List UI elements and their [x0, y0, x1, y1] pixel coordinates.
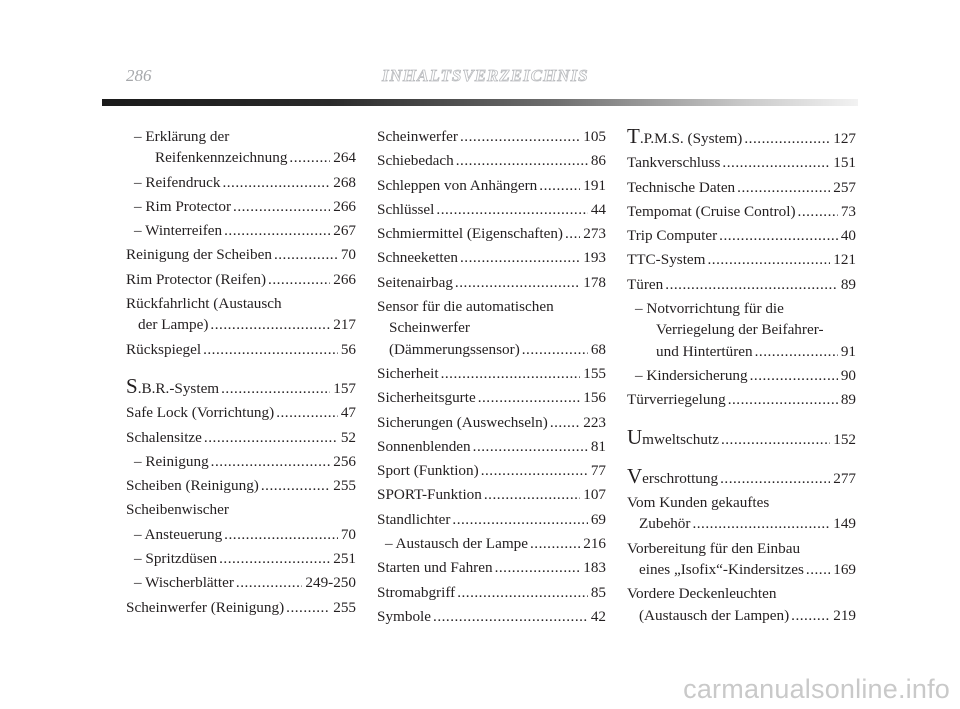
index-page-ref: 216	[583, 535, 606, 553]
index-page-ref: 178	[583, 273, 606, 291]
index-entry-text: Verriegelung der Beifahrer-	[656, 321, 824, 339]
index-entry-text: Rim Protector (Reifen)	[126, 270, 267, 288]
index-entry-text: Scheinwerfer	[377, 128, 458, 145]
dot-leader	[233, 196, 330, 217]
index-entry-text: Sicherheit	[377, 364, 439, 382]
dot-leader	[522, 339, 588, 360]
index-entry-text: Symbole	[377, 607, 432, 625]
index-entry-text: – Kindersicherung	[635, 366, 748, 384]
index-entry-text: Safe Lock (Vorrichtung)	[126, 404, 275, 422]
index-entry	[126, 475, 356, 496]
index-entry-text: Standlichter	[377, 510, 451, 528]
index-entry	[627, 249, 856, 270]
index-page-ref: 68	[590, 340, 606, 358]
index-entry	[126, 427, 356, 448]
dot-leader	[720, 468, 830, 489]
dot-leader	[268, 269, 330, 290]
index-page-ref: 151	[833, 154, 856, 172]
index-entry	[126, 126, 356, 169]
index-page-ref: 70	[340, 246, 356, 264]
index-entry-text: Sport (Funktion)	[377, 462, 479, 480]
dot-leader	[456, 150, 588, 171]
index-entry-text: Umweltschutz	[627, 424, 719, 449]
index-entry-text: Rückfahrlicht (Austausch	[126, 295, 282, 313]
dot-leader	[441, 363, 581, 384]
index-entry-text: TTC-System	[627, 251, 706, 269]
index-entry-text: Trip Computer	[627, 227, 718, 245]
dot-leader	[222, 172, 330, 193]
index-entry-text: Sicherheitsgurte	[377, 389, 476, 407]
index-page-ref: 255	[333, 598, 356, 616]
dot-leader	[436, 199, 587, 220]
index-entry-text: Sensor für die automatischen	[377, 298, 554, 316]
index-page-ref: 40	[840, 227, 856, 245]
index-entry-text: der Lampe)	[138, 316, 209, 334]
index-entry	[126, 451, 356, 472]
index-page-ref: 89	[840, 391, 856, 409]
dot-leader	[728, 389, 838, 410]
dot-leader	[274, 244, 338, 265]
index-page-ref: 85	[590, 583, 606, 601]
index-entry-text: – Reinigung	[134, 452, 209, 470]
index-page-ref: 127	[833, 130, 856, 147]
index-entry-text: Scheibenwischer	[126, 501, 229, 519]
dot-leader	[721, 429, 830, 450]
index-entry	[377, 247, 606, 268]
index-page-ref: 69	[590, 510, 606, 528]
index-entry-text: Reifenkennzeichnung	[155, 149, 288, 167]
index-column-1	[126, 126, 356, 621]
dot-leader	[261, 475, 330, 496]
index-entry-text: Vordere Deckenleuchten	[627, 585, 777, 603]
index-entry	[377, 272, 606, 293]
index-entry-text: Seitenairbag	[377, 273, 453, 291]
index-entry-text: – Austausch der Lampe	[385, 535, 528, 553]
index-entry-text: – Wischerblätter	[134, 574, 234, 592]
index-entry-text: – Rim Protector	[134, 197, 232, 215]
index-page-ref: 277	[833, 469, 856, 487]
dot-leader	[286, 597, 330, 618]
dot-leader	[737, 177, 830, 198]
index-page-ref: 193	[583, 249, 606, 267]
index-entry	[126, 269, 356, 290]
dot-leader	[806, 559, 830, 580]
index-entry-text: Sicherungen (Auswechseln)	[377, 413, 548, 431]
index-page-ref: 70	[340, 525, 356, 543]
index-entry-text: – Erklärung der	[134, 128, 230, 145]
index-entry	[377, 150, 606, 171]
index-entry-text: Schalensitze	[126, 428, 202, 446]
dot-leader	[791, 605, 830, 626]
index-page-ref: 91	[840, 342, 856, 360]
index-entry-text: Schneeketten	[377, 249, 458, 267]
index-entry	[377, 412, 606, 433]
index-page-ref: 256	[333, 452, 356, 470]
dot-leader	[276, 402, 338, 423]
index-entry	[377, 363, 606, 384]
index-entry	[627, 424, 856, 450]
index-entry	[126, 339, 356, 360]
page-header-title: INHALTSVERZEICHNIS	[382, 66, 589, 85]
index-entry-text: Tempomat (Cruise Control)	[627, 202, 796, 220]
dot-leader	[722, 152, 830, 173]
index-entry-text: Vom Kunden gekauftes	[627, 494, 770, 512]
index-entry-text: Schleppen von Anhängern	[377, 176, 538, 194]
dot-leader	[755, 341, 838, 362]
dot-leader	[460, 247, 580, 268]
index-entry-text: SPORT-Funktion	[377, 486, 482, 504]
index-entry-text: T.P.M.S. (System)	[627, 124, 743, 148]
index-entry	[627, 583, 856, 626]
index-page-ref: 191	[583, 176, 606, 194]
index-page-ref: 219	[833, 606, 856, 624]
dot-leader	[798, 201, 838, 222]
index-entry	[377, 460, 606, 481]
index-page-ref: 257	[833, 178, 856, 196]
index-entry	[627, 225, 856, 246]
index-entry-text: Schlüssel	[377, 200, 435, 218]
index-page-ref: 42	[590, 607, 606, 625]
dot-leader	[719, 225, 838, 246]
index-entry-text: – Winterreifen	[134, 222, 223, 240]
index-entry	[126, 373, 356, 399]
index-entry	[126, 499, 356, 520]
index-entry	[377, 509, 606, 530]
dot-leader	[289, 147, 330, 168]
index-entry	[377, 175, 606, 196]
dot-leader	[750, 365, 838, 386]
index-entry	[126, 402, 356, 423]
index-page-ref: 44	[590, 200, 606, 218]
dot-leader	[433, 606, 588, 627]
index-page-ref: 155	[583, 364, 606, 382]
index-entry	[377, 126, 606, 147]
index-page-ref: 268	[333, 173, 356, 191]
index-entry-text: Türverriegelung	[627, 391, 726, 409]
index-entry-text: Vorbereitung für den Einbau	[627, 539, 801, 557]
index-entry	[126, 548, 356, 569]
index-page-ref: 152	[833, 430, 856, 448]
dot-leader	[224, 220, 330, 241]
index-entry	[627, 365, 856, 386]
index-page-ref: 149	[833, 515, 856, 533]
index-entry-text: Verschrottung	[627, 463, 719, 488]
dot-leader	[204, 427, 338, 448]
index-entry-text: – Ansteuerung	[134, 525, 223, 543]
index-entry	[627, 298, 856, 362]
index-entry	[126, 220, 356, 241]
index-page-ref: 223	[583, 413, 606, 431]
index-entry-text: S.B.R.-System	[126, 373, 220, 398]
index-page-ref: 251	[333, 550, 356, 568]
index-entry-text: (Dämmerungssensor)	[389, 340, 520, 358]
dot-leader	[478, 387, 581, 408]
dot-leader	[473, 436, 588, 457]
index-entry-text: Reinigung der Scheiben	[126, 246, 272, 264]
index-page-ref: 90	[840, 366, 856, 384]
dot-leader	[203, 339, 338, 360]
index-page-ref: 107	[583, 486, 606, 504]
index-entry-text: Zubehör	[639, 515, 691, 533]
index-entry-text: Scheinwerfer (Reinigung)	[126, 598, 285, 616]
index-page-ref: 73	[840, 202, 856, 220]
index-entry-text: Sonnenblenden	[377, 437, 471, 455]
index-page-ref: 156	[583, 389, 606, 407]
index-entry-text: und Hintertüren	[656, 342, 753, 360]
index-entry	[126, 244, 356, 265]
index-entry	[377, 436, 606, 457]
index-entry	[377, 296, 606, 360]
index-page-ref: 86	[590, 152, 606, 170]
index-page-ref: 183	[583, 559, 606, 577]
index-column-3	[627, 126, 856, 629]
dot-leader	[452, 509, 587, 530]
index-page-ref: 56	[340, 340, 356, 358]
index-entry	[126, 293, 356, 336]
dot-leader	[550, 412, 580, 433]
index-entry	[377, 533, 606, 554]
page-number: 286	[126, 66, 152, 85]
dot-leader	[457, 582, 588, 603]
index-entry	[627, 177, 856, 198]
dot-leader	[481, 460, 588, 481]
index-entry-text: (Austausch der Lampen)	[639, 606, 790, 624]
dot-leader	[530, 533, 580, 554]
index-page-ref: 267	[333, 222, 356, 240]
index-entry-text: Rückspiegel	[126, 340, 202, 358]
watermark: carmanualsonline.info	[683, 674, 950, 704]
dot-leader	[539, 175, 580, 196]
index-page-ref: 273	[583, 225, 606, 243]
index-page-ref: 77	[590, 462, 606, 480]
index-entry-text: eines „Isofix“-Kindersitzes	[639, 561, 804, 579]
index-entry-text: Technische Daten	[627, 178, 736, 196]
index-entry-text: – Reifendruck	[134, 173, 221, 191]
dot-leader	[484, 484, 580, 505]
dot-leader	[565, 223, 580, 244]
index-entry-text: Schiebedach	[377, 152, 454, 170]
index-page-ref: 81	[590, 437, 606, 455]
index-page-ref: 217	[333, 316, 356, 334]
index-entry	[126, 172, 356, 193]
index-entry	[377, 557, 606, 578]
index-entry-text: Starten und Fahren	[377, 559, 493, 577]
dot-leader	[211, 451, 331, 472]
index-entry	[377, 387, 606, 408]
index-page-ref: 89	[840, 275, 856, 293]
index-page-ref: 52	[340, 428, 356, 446]
index-entry	[627, 274, 856, 295]
index-entry-text: – Spritzdüsen	[134, 550, 218, 568]
index-page-ref: 266	[333, 197, 356, 215]
index-entry	[627, 492, 856, 535]
index-entry	[377, 606, 606, 627]
dot-leader	[236, 572, 302, 593]
dot-leader	[224, 524, 338, 545]
index-entry	[377, 199, 606, 220]
index-page-ref: 249-250	[305, 574, 356, 592]
index-entry	[377, 484, 606, 505]
index-entry-text: Türen	[627, 275, 664, 293]
index-entry-text: Scheinwerfer	[389, 319, 470, 337]
index-entry-text: Tankverschluss	[627, 154, 721, 172]
index-entry	[377, 223, 606, 244]
dot-leader	[219, 548, 330, 569]
header-rule	[102, 99, 858, 106]
index-entry	[627, 538, 856, 581]
index-page-ref: 264	[333, 149, 356, 167]
index-entry-text: Stromabgriff	[377, 583, 456, 601]
dot-leader	[460, 126, 580, 147]
index-page-ref: 105	[583, 128, 606, 145]
index-entry	[627, 152, 856, 173]
dot-leader	[210, 314, 330, 335]
index-page-ref: 266	[333, 270, 356, 288]
index-entry-text: – Notvorrichtung für die	[635, 300, 784, 318]
index-entry	[126, 196, 356, 217]
dot-leader	[495, 557, 581, 578]
dot-leader	[665, 274, 838, 295]
index-page-ref: 121	[833, 251, 856, 269]
index-entry-text: Scheiben (Reinigung)	[126, 477, 259, 495]
index-entry	[126, 572, 356, 593]
index-page-ref: 255	[333, 477, 356, 495]
index-page-ref: 47	[340, 404, 356, 422]
index-column-2	[377, 126, 606, 630]
dot-leader	[221, 378, 330, 399]
index-entry	[627, 389, 856, 410]
index-page-ref: 157	[333, 379, 356, 397]
dot-leader	[692, 513, 830, 534]
index-entry	[377, 582, 606, 603]
dot-leader	[744, 128, 830, 149]
index-page-ref: 169	[833, 561, 856, 579]
index-entry	[627, 201, 856, 222]
index-entry-text: Schmiermittel (Eigenschaften)	[377, 225, 563, 243]
index-entry	[126, 524, 356, 545]
index-entry	[126, 597, 356, 618]
index-entry	[627, 126, 856, 149]
index-entry	[627, 463, 856, 489]
dot-leader	[455, 272, 580, 293]
dot-leader	[707, 249, 830, 270]
